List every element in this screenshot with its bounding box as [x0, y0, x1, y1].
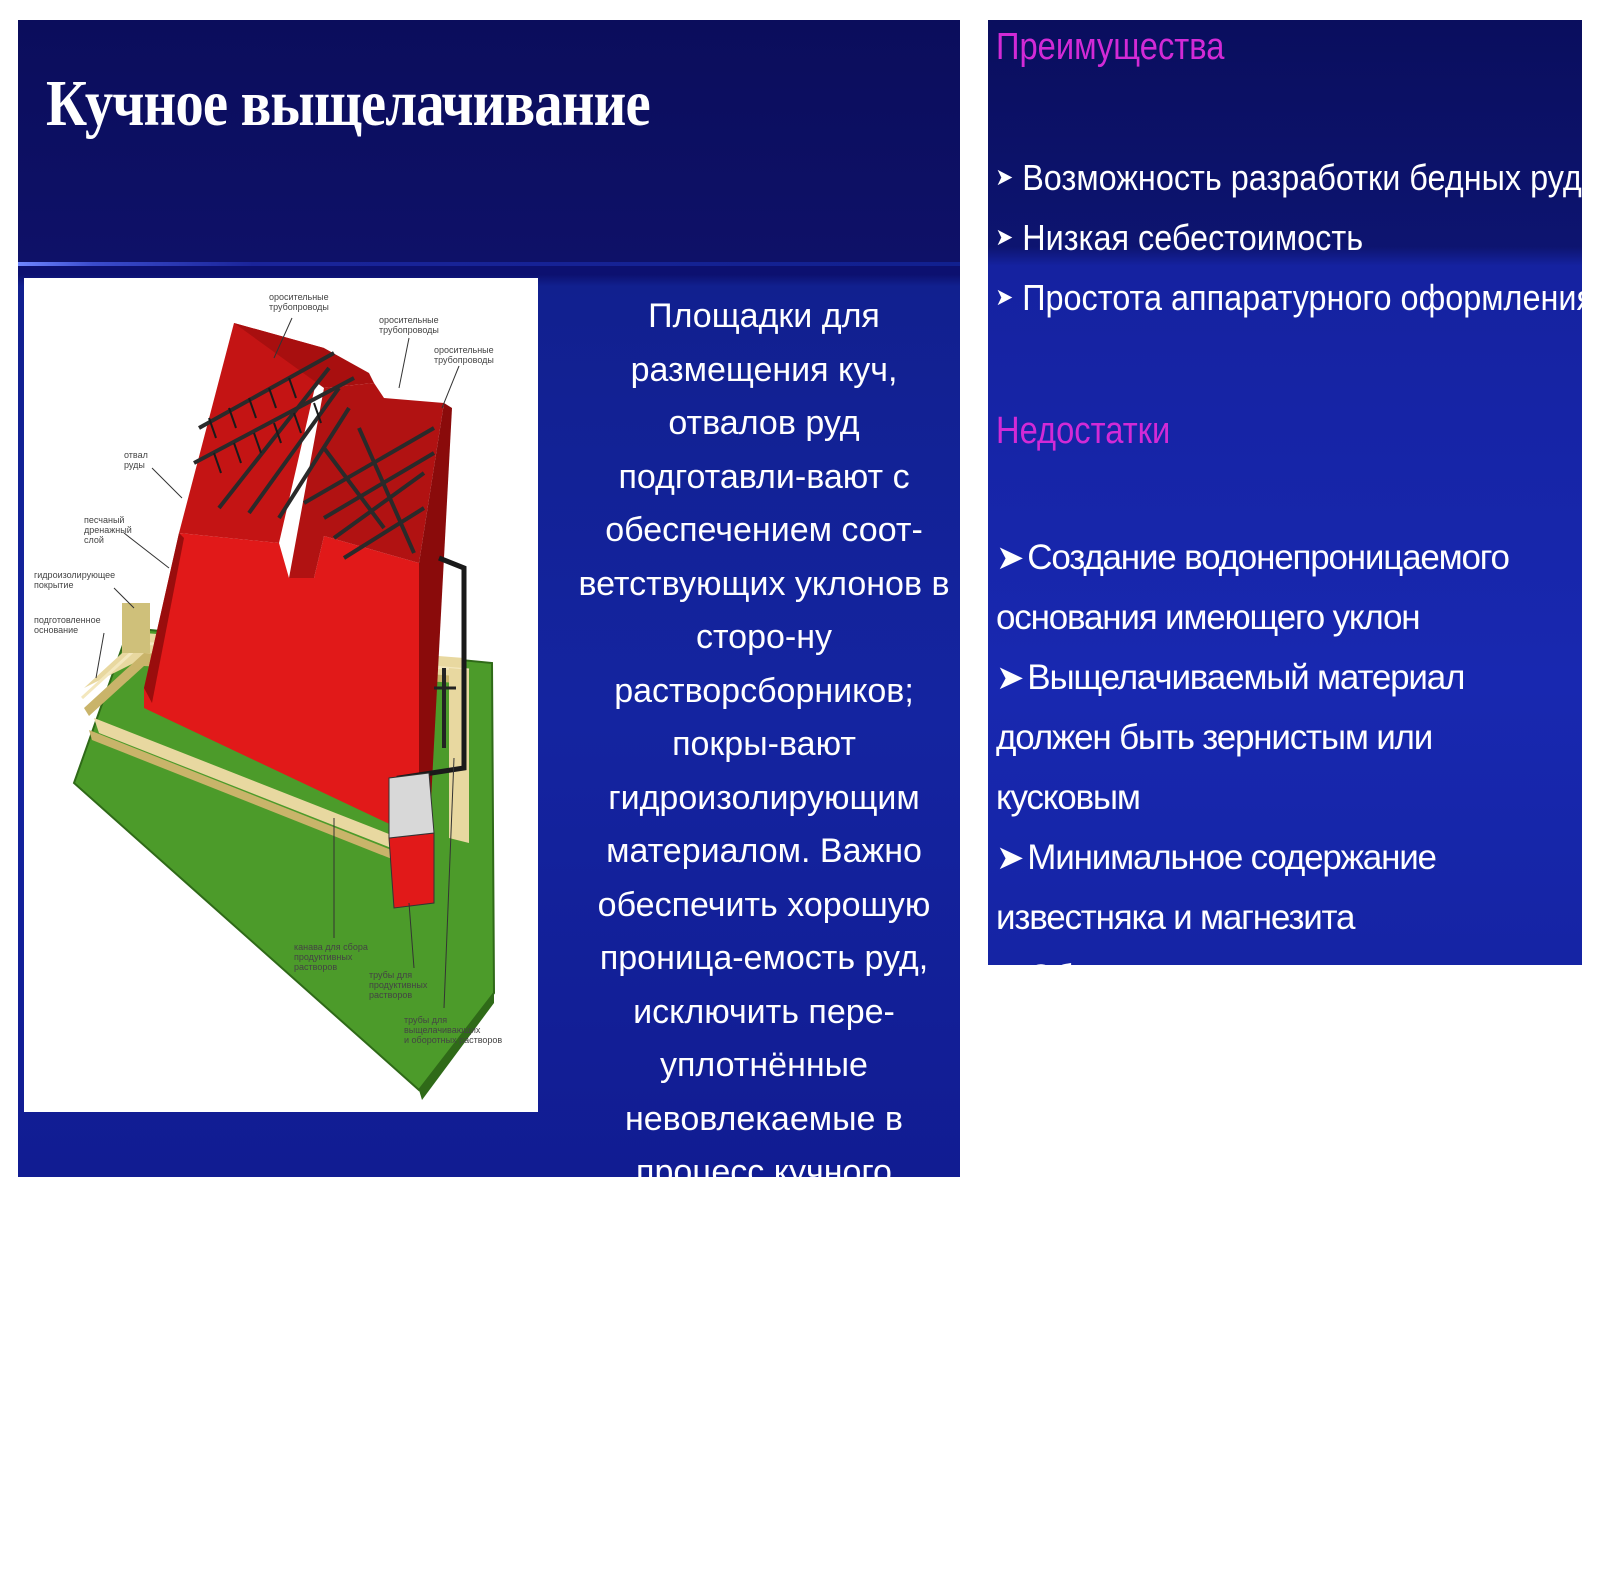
arrowhead-bullet-icon: ➤ — [996, 839, 1024, 877]
svg-text:продуктивных: продуктивных — [369, 980, 428, 990]
arrowhead-bullet-icon: ➤ — [996, 959, 1024, 997]
svg-text:растворов: растворов — [369, 990, 413, 1000]
arrowhead-bullet-icon: ➤ — [995, 284, 1014, 311]
svg-text:трубопроводы: трубопроводы — [269, 302, 329, 312]
svg-text:основание: основание — [34, 625, 79, 635]
slide-header-band — [18, 20, 960, 265]
disadvantages-list — [996, 528, 1576, 1068]
svg-text:трубы для: трубы для — [369, 970, 413, 980]
svg-text:дренажный: дренажный — [84, 525, 132, 535]
header-divider — [18, 262, 960, 266]
svg-text:выщелачивающих: выщелачивающих — [404, 1025, 481, 1035]
heap-leaching-illustration — [24, 278, 538, 1112]
arrowhead-bullet-icon: ➤ — [996, 539, 1024, 577]
svg-text:руды: руды — [124, 460, 145, 470]
svg-text:оросительные: оросительные — [434, 345, 494, 355]
advantages-heading: Преимущества — [996, 26, 1225, 68]
list-item: ➤ Низкая себестоимость — [988, 208, 1515, 268]
arrowhead-bullet-icon: ➤ — [995, 164, 1014, 191]
disadvantages-heading: Недостатки — [996, 410, 1171, 452]
right-slide — [988, 20, 1595, 1057]
svg-text:гидроизолирующее: гидроизолирующее — [34, 570, 116, 580]
svg-text:растворов: растворов — [294, 962, 338, 972]
svg-text:слой: слой — [84, 535, 104, 545]
svg-text:и оборотных растворов: и оборотных растворов — [404, 1035, 503, 1045]
heap-leaching-diagram — [24, 278, 538, 1112]
slide-title: Кучное выщелачивание — [46, 67, 650, 140]
arrowhead-bullet-icon: ➤ — [996, 659, 1024, 697]
list-item: ➤ Обеспечение доступа воздуха внутрь кучи — [996, 958, 1489, 1057]
svg-text:оросительные: оросительные — [269, 292, 329, 302]
list-item: ➤ Возможность разработки бедных руд — [988, 148, 1515, 208]
list-item: ➤ Создание водонепроницаемого основания имеющего уклон — [996, 538, 1509, 637]
svg-text:трубы для: трубы для — [404, 1015, 448, 1025]
arrowhead-bullet-icon: ➤ — [995, 224, 1014, 251]
svg-text:покрытие: покрытие — [34, 580, 74, 590]
list-item: ➤ Выщелачиваемый материал должен быть зернистым или кусковым — [996, 658, 1465, 817]
svg-text:оросительные: оросительные — [379, 315, 439, 325]
svg-text:песчаный: песчаный — [84, 515, 125, 525]
svg-text:трубопроводы: трубопроводы — [434, 355, 494, 365]
list-item: ➤ Минимальное содержание известняка и магнезита — [996, 838, 1436, 937]
list-item: ➤ Простота аппаратурного оформления — [988, 268, 1515, 328]
svg-text:подготовленное: подготовленное — [34, 615, 101, 625]
svg-text:канава для сбора: канава для сбора — [294, 942, 368, 952]
svg-text:трубопроводы: трубопроводы — [379, 325, 439, 335]
slide-body-text: Площадки для размещения куч, отвалов руд подготавли-вают с обеспечением соот-ветствующих уклонов в сторо-ну растворсборников; покры-вают гидроизолирующим материалом. Важно обеспечить хорошую проница-емость руд, исключить пере-уплотнённые невовлекаемые в процесс кучного выщелачи-вания участки. Растворитель взаимодействует с ценным компонентом, растворяет его и стекает вместе с ним в бассейн. — [578, 297, 950, 1566]
advantages-list — [988, 148, 1595, 328]
svg-text:отвал: отвал — [124, 450, 148, 460]
left-slide — [18, 20, 960, 1566]
svg-text:продуктивных: продуктивных — [294, 952, 353, 962]
